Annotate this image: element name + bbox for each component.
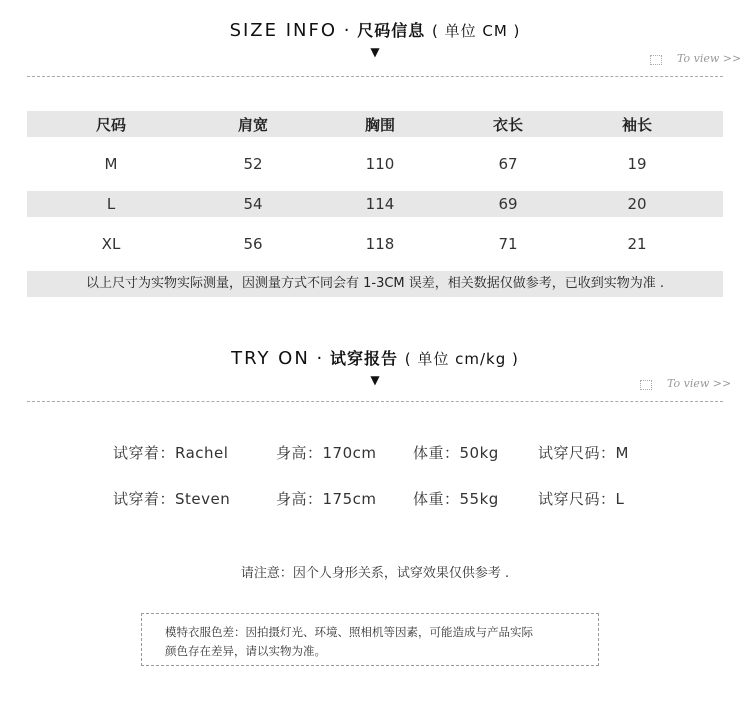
title-dot: ·: [343, 20, 351, 41]
down-arrow-icon: ▼: [370, 373, 380, 387]
tryon-size: 试穿尺码：L: [538, 490, 625, 508]
table-cell: 52: [243, 155, 263, 173]
table-cell: 54: [243, 195, 263, 213]
view-icon: [640, 380, 652, 390]
try-on-title-en: TRY ON: [231, 348, 310, 369]
table-cell: 56: [243, 235, 263, 253]
tryon-weight: 体重：55kg: [413, 490, 499, 508]
color-difference-note: [141, 613, 599, 666]
table-cell: 71: [498, 235, 518, 253]
try-on-title-cn: 试穿报告: [330, 349, 399, 368]
table-header: 衣长: [492, 115, 523, 134]
table-header: 胸围: [364, 115, 395, 134]
table-cell: 21: [627, 235, 647, 253]
try-on-title: [0, 346, 750, 369]
table-cell: 114: [365, 195, 395, 213]
size-table: [27, 111, 723, 271]
table-header-row: [27, 111, 723, 137]
tryon-height: 身高：175cm: [276, 490, 377, 508]
measurement-note: 以上尺寸为实物实际测量，因测量方式不同会有 1-3CM 误差，相关数据仅做参考，已收到实物为准 .: [27, 271, 723, 297]
table-header: 肩宽: [237, 115, 268, 134]
size-info-title-cn: 尺码信息: [357, 21, 426, 40]
divider: [27, 76, 723, 77]
title-dot: ·: [316, 348, 324, 369]
table-header: 袖长: [621, 115, 652, 134]
to-view-link[interactable]: To view >>: [667, 377, 732, 390]
tryon-height: 身高：170cm: [276, 444, 377, 462]
tryon-weight: 体重：50kg: [413, 444, 499, 462]
table-cell: 118: [365, 235, 395, 253]
table-cell: M: [104, 155, 118, 173]
tryon-size: 试穿尺码：M: [538, 444, 629, 462]
table-cell: 19: [627, 155, 647, 173]
size-info-title: [0, 18, 750, 41]
table-cell: L: [106, 195, 116, 213]
fit-notice: 请注意：因个人身形关系，试穿效果仅供参考 .: [240, 566, 510, 581]
table-cell: 20: [627, 195, 647, 213]
tryon-model: 试穿着：Steven: [113, 490, 231, 508]
color-note-line: 模特衣服色差：因拍摄灯光、环境、照相机等因素，可能造成与产品实际: [165, 625, 533, 639]
tryon-model: 试穿着：Rachel: [113, 444, 229, 462]
try-on-unit: ( 单位 cm/kg ): [404, 350, 519, 368]
table-cell: 69: [498, 195, 518, 213]
table-cell: XL: [101, 235, 121, 253]
table-row: [27, 231, 723, 257]
size-info-title-en: SIZE INFO: [229, 20, 338, 41]
size-info-unit: ( 单位 CM ): [431, 22, 521, 40]
table-row: [27, 151, 723, 177]
table-header: 尺码: [95, 115, 126, 134]
table-cell: 110: [365, 155, 395, 173]
color-note-line: 颜色存在差异，请以实物为准。: [165, 644, 326, 658]
down-arrow-icon: ▼: [370, 45, 380, 59]
table-cell: 67: [498, 155, 518, 173]
table-row: [27, 191, 723, 217]
view-icon: [650, 55, 662, 65]
to-view-link[interactable]: To view >>: [677, 52, 742, 65]
divider: [27, 401, 723, 402]
